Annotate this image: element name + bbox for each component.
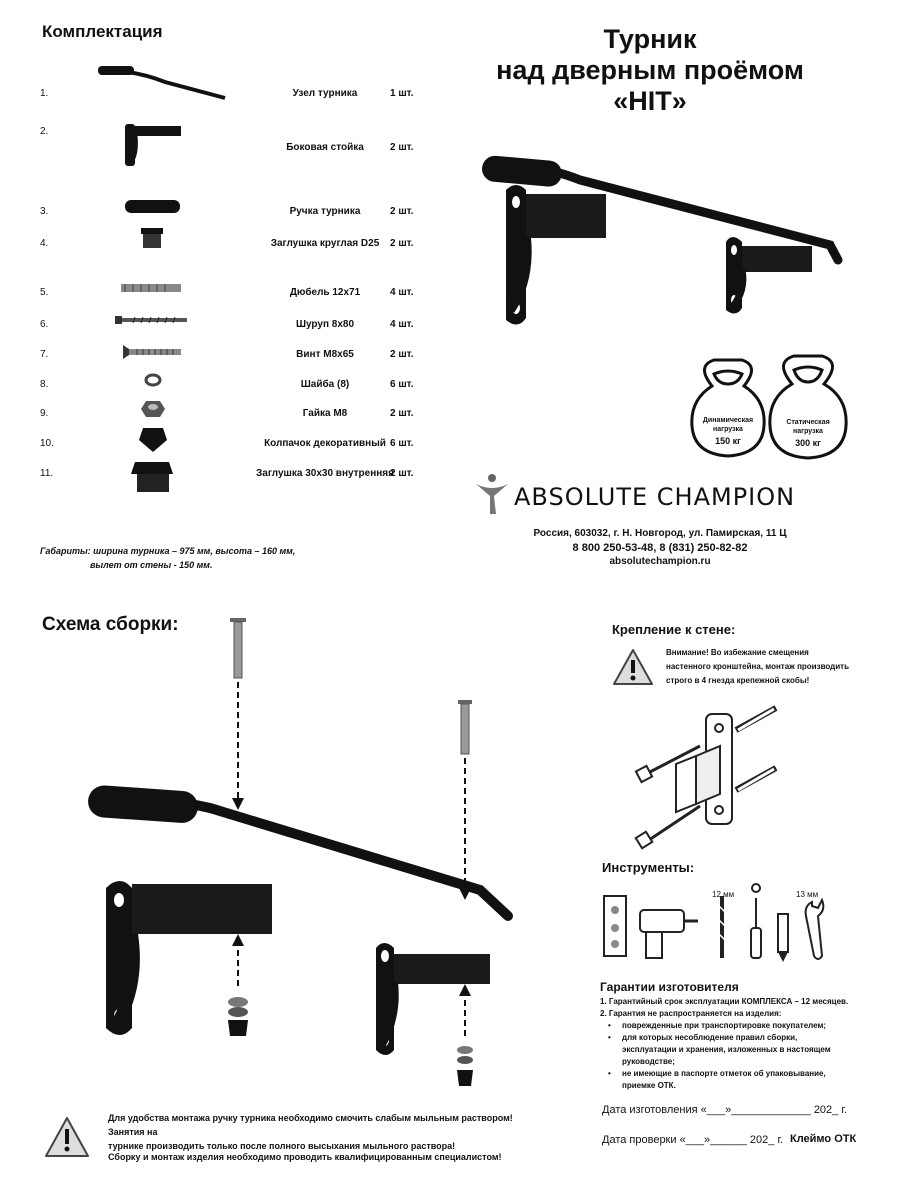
wall-warning-icon bbox=[612, 648, 654, 686]
assembly-diagram bbox=[80, 618, 540, 1098]
item-number: 11. bbox=[40, 468, 54, 479]
wrench-icon bbox=[806, 900, 824, 959]
item-name: Ручка турника bbox=[289, 206, 361, 217]
title-line2: над дверным проёмом bbox=[496, 55, 804, 85]
product-title bbox=[460, 24, 840, 117]
brand-name: ABSOLUTE CHAMPION bbox=[514, 483, 796, 511]
pullup-bar-image bbox=[470, 150, 870, 340]
kit-item bbox=[0, 462, 430, 486]
item-qty: 6 шт. bbox=[390, 379, 414, 390]
warranty-bullet2-l1: для которых несоблюдение правил сборки, bbox=[622, 1033, 798, 1042]
pencil-icon bbox=[778, 914, 788, 962]
brand-logo-icon bbox=[474, 472, 510, 516]
item-number: 9. bbox=[40, 408, 49, 419]
item-number: 4. bbox=[40, 238, 49, 249]
kit-item bbox=[0, 313, 430, 337]
item-name: Заглушка 30х30 внутренняя bbox=[256, 468, 394, 479]
title-line3: «HIT» bbox=[613, 86, 687, 116]
warranty-bullet3-l2: приемке ОТК. bbox=[622, 1081, 676, 1090]
dynamic-load-label1: Динамическая bbox=[702, 417, 754, 424]
screw-icon bbox=[95, 313, 235, 337]
item-number: 5. bbox=[40, 287, 49, 298]
warranty-bullet: • поврежденные при транспортировке покупателем; bbox=[608, 1021, 827, 1030]
brand-phones: 8 800 250-53-48, 8 (831) 250-82-82 bbox=[572, 542, 748, 554]
item-qty: 2 шт. bbox=[390, 206, 414, 217]
warranty-bullet2-l2: эксплуатации и хранения, изложенных в настоящем bbox=[622, 1045, 831, 1054]
item-qty: 2 шт. bbox=[390, 238, 414, 249]
item-name: Заглушка круглая D25 bbox=[270, 238, 380, 249]
item-qty: 2 шт. bbox=[390, 408, 414, 419]
drill-icon bbox=[640, 910, 698, 958]
kit-item bbox=[0, 402, 430, 426]
kit-item bbox=[0, 232, 430, 256]
item-qty: 2 шт. bbox=[390, 468, 414, 479]
drill-bit-icon bbox=[719, 896, 725, 958]
title-line1: Турник bbox=[603, 24, 697, 54]
item-number: 7. bbox=[40, 349, 49, 360]
screwdriver-icon bbox=[751, 884, 761, 958]
warranty-bullet1: поврежденные при транспортировке покупателем; bbox=[622, 1021, 827, 1030]
item-number: 1. bbox=[40, 88, 49, 99]
bar-node-icon bbox=[95, 82, 235, 106]
qc-stamp-label: Клеймо ОТК bbox=[790, 1133, 857, 1145]
kit-item bbox=[0, 200, 430, 224]
item-name: Узел турника bbox=[292, 88, 358, 99]
round-cap-icon bbox=[95, 232, 235, 256]
static-load-label2: нагрузка bbox=[793, 428, 823, 435]
dowel-icon bbox=[95, 281, 235, 305]
static-load-label1: Статическая bbox=[786, 419, 830, 426]
item-qty: 6 шт. bbox=[390, 438, 414, 449]
square-cap-icon bbox=[95, 462, 235, 486]
assembly-note1 bbox=[108, 1111, 548, 1153]
check-date: Дата проверки «___»______ 202_ г. bbox=[602, 1134, 784, 1146]
level-icon bbox=[604, 896, 626, 956]
brand-address: Россия, 603032, г. Н. Новгород, ул. Памирская, 11 Ц bbox=[533, 528, 787, 539]
brand-site: absolutechampion.ru bbox=[609, 556, 711, 567]
item-name: Винт М8х65 bbox=[296, 349, 354, 360]
nut-icon bbox=[95, 402, 235, 426]
item-number: 10. bbox=[40, 438, 54, 449]
dynamic-load-value: 150 кг bbox=[715, 436, 741, 446]
item-qty: 2 шт. bbox=[390, 349, 414, 360]
bolt-icon bbox=[95, 343, 235, 367]
kit-item bbox=[0, 82, 430, 106]
assembly-heading: Схема сборки: bbox=[42, 614, 179, 635]
static-load-value: 300 кг bbox=[795, 438, 821, 448]
item-name: Шайба (8) bbox=[300, 379, 350, 390]
wall-heading: Крепление к стене: bbox=[612, 622, 736, 637]
assembly-note1-line1: Для удобства монтажа ручку турника необходимо смочить слабым мыльным раствором! Занятия на bbox=[108, 1113, 513, 1137]
handle-grip-icon bbox=[95, 200, 235, 224]
tools-icons bbox=[600, 876, 840, 966]
drill-size-label: 12 мм bbox=[712, 890, 735, 899]
wall-warning bbox=[666, 646, 886, 688]
warranty-bullet3-l1: не имеющие в паспорте отметок об упаковывание, bbox=[622, 1069, 826, 1078]
item-name: Гайка М8 bbox=[302, 408, 348, 419]
item-qty: 2 шт. bbox=[390, 142, 414, 153]
dimensions-line2: вылет от стены - 150 мм. bbox=[90, 560, 213, 570]
side-bracket-icon bbox=[95, 136, 235, 160]
kit-item bbox=[0, 281, 430, 305]
item-name: Шуруп 8х80 bbox=[295, 319, 355, 330]
warranty-bullet: • для которых несоблюдение правил сборки, bbox=[608, 1033, 798, 1042]
washer-icon bbox=[95, 373, 235, 397]
item-number: 6. bbox=[40, 319, 49, 330]
dynamic-load-label2: нагрузка bbox=[713, 426, 743, 433]
warranty-text bbox=[600, 996, 890, 1092]
dimensions-line1: Габариты: ширина турника – 975 мм, высота – 160 мм, bbox=[40, 546, 296, 556]
item-qty: 1 шт. bbox=[390, 88, 414, 99]
wall-warning-line2: настенного кронштейна, монтаж производить bbox=[666, 662, 849, 671]
warranty-line2: 2. Гарантия не распространяется на изделия: bbox=[600, 1009, 782, 1018]
warranty-line1: 1. Гарантийный срок эксплуатации КОМПЛЕКСА – 12 месяцев. bbox=[600, 997, 849, 1006]
kit-item bbox=[0, 432, 430, 456]
kit-heading: Комплектация bbox=[42, 22, 163, 41]
wall-mount-diagram bbox=[636, 694, 796, 850]
tools-heading: Инструменты: bbox=[602, 860, 695, 875]
item-qty: 4 шт. bbox=[390, 319, 414, 330]
warning-triangle-icon bbox=[44, 1116, 90, 1158]
item-number: 8. bbox=[40, 379, 49, 390]
assembly-note2: Сборку и монтаж изделия необходимо проводить квалифицированным специалистом! bbox=[108, 1152, 502, 1162]
kit-item bbox=[0, 126, 430, 160]
kit-item bbox=[0, 373, 430, 397]
dynamic-load-label bbox=[690, 416, 766, 446]
warranty-bullet2-l3: руководстве; bbox=[622, 1057, 675, 1066]
warranty-bullet: • не имеющие в паспорте отметок об упаковывание, bbox=[608, 1069, 826, 1078]
wrench-size-label: 13 мм bbox=[796, 890, 819, 899]
assembly-note1-line2: турнике производить только после полного высыхания мыльного раствора! bbox=[108, 1141, 456, 1151]
wall-warning-line3: строго в 4 гнезда крепежной скобы! bbox=[666, 676, 810, 685]
wall-warning-line1: Внимание! Во избежание смещения bbox=[666, 648, 809, 657]
static-load-label bbox=[768, 418, 848, 448]
kit-item bbox=[0, 343, 430, 367]
warranty-heading: Гарантии изготовителя bbox=[600, 980, 739, 994]
manufacture-date: Дата изготовления «___»_____________ 202_ г. bbox=[602, 1104, 848, 1116]
item-name: Колпачок декоративный bbox=[264, 438, 386, 449]
item-number: 2. bbox=[40, 126, 49, 137]
item-name: Дюбель 12х71 bbox=[289, 287, 361, 298]
item-number: 3. bbox=[40, 206, 49, 217]
item-name: Боковая стойка bbox=[286, 142, 364, 153]
item-qty: 4 шт. bbox=[390, 287, 414, 298]
decor-cap-icon bbox=[95, 432, 235, 456]
